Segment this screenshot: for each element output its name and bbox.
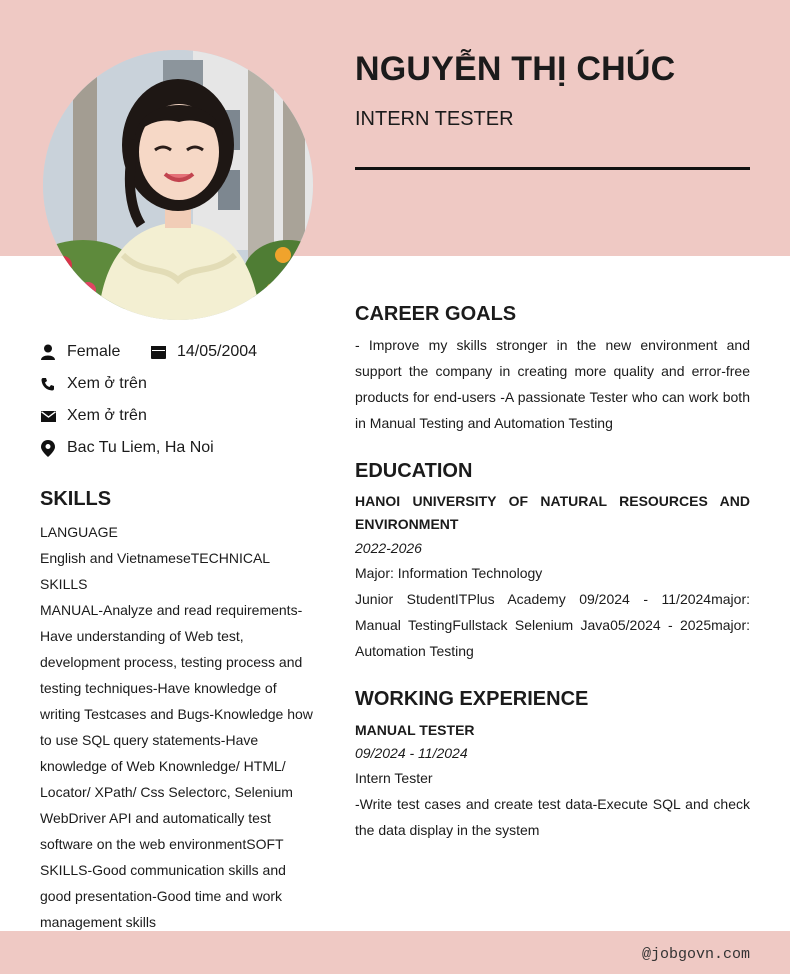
gender-row xyxy=(40,343,120,361)
skills-line: testing techniques-Have knowledge of xyxy=(40,680,277,696)
education-major: Major: Information Technology xyxy=(355,565,543,581)
phone-value: Xem ở trên xyxy=(67,375,147,392)
email-value: Xem ở trên xyxy=(67,407,147,424)
education-title: EDUCATION xyxy=(355,460,473,482)
experience-description: -Write test cases and create test data-Execute SQL and check the data display in the system xyxy=(355,796,750,838)
skills-line: LANGUAGE xyxy=(40,524,118,540)
career-goals-text: - Improve my skills stronger in the new environment and support the company in creating more quality and error-free products for end-users -A passionate Tester who can work both in Manual Testing and Automation Testing xyxy=(355,337,750,431)
education-period: 2022-2026 xyxy=(355,540,422,556)
phone-icon xyxy=(40,376,56,392)
skills-line: English and VietnameseTECHNICAL SKILLS xyxy=(40,550,270,592)
gender-value: Female xyxy=(67,343,121,360)
experience-period: 09/2024 - 11/2024 xyxy=(355,745,468,761)
location-pin-icon xyxy=(40,440,56,456)
mail-icon xyxy=(40,408,56,424)
skills-line: knowledge of Web Knownledge/ HTML/ xyxy=(40,758,286,774)
profile-photo xyxy=(43,50,313,320)
skills-line: development process, testing process and xyxy=(40,654,303,670)
experience-job-title: MANUAL TESTER xyxy=(355,722,475,738)
header-divider xyxy=(355,167,750,170)
skills-line: SKILLS-Good communication skills and xyxy=(40,862,286,878)
phone-row xyxy=(40,375,147,393)
skills-title: SKILLS xyxy=(40,488,112,510)
email-row xyxy=(40,407,147,425)
career-goals-title: CAREER GOALS xyxy=(355,303,517,325)
education-school: HANOI UNIVERSITY OF NATURAL RESOURCES AND ENVIRONMENT xyxy=(355,493,750,532)
experience-title: WORKING EXPERIENCE xyxy=(355,688,589,710)
address-row xyxy=(40,439,214,457)
experience-position: Intern Tester xyxy=(355,770,433,786)
calendar-icon xyxy=(150,344,166,360)
dob-row xyxy=(150,343,257,361)
candidate-role: INTERN TESTER xyxy=(355,108,514,130)
skills-line: Have understanding of Web test, xyxy=(40,628,244,644)
skills-line: software on the web environmentSOFT xyxy=(40,836,284,852)
skills-line: good presentation-Good time and work xyxy=(40,888,283,904)
candidate-name: NGUYỄN THỊ CHÚC xyxy=(355,50,676,88)
skills-line: MANUAL-Analyze and read requirements- xyxy=(40,602,303,618)
skills-line: management skills xyxy=(40,914,156,930)
skills-line: to use SQL query statements-Have xyxy=(40,732,259,748)
skills-line: writing Testcases and Bugs-Knowledge how xyxy=(40,706,313,722)
address-value: Bac Tu Liem, Ha Noi xyxy=(67,439,214,456)
footer-watermark: @jobgovn.com xyxy=(641,946,750,963)
skills-line: WebDriver API and automatically test xyxy=(40,810,271,826)
skills-line: Locator/ XPath/ Css Selectorc, Selenium xyxy=(40,784,293,800)
person-icon xyxy=(40,344,56,360)
education-details: Junior StudentITPlus Academy 09/2024 - 11/2024major: Manual TestingFullstack Selenium Java05/2024 - 2025major: Automation Testing xyxy=(355,591,750,659)
dob-value: 14/05/2004 xyxy=(177,343,258,360)
skills-content xyxy=(40,519,316,935)
